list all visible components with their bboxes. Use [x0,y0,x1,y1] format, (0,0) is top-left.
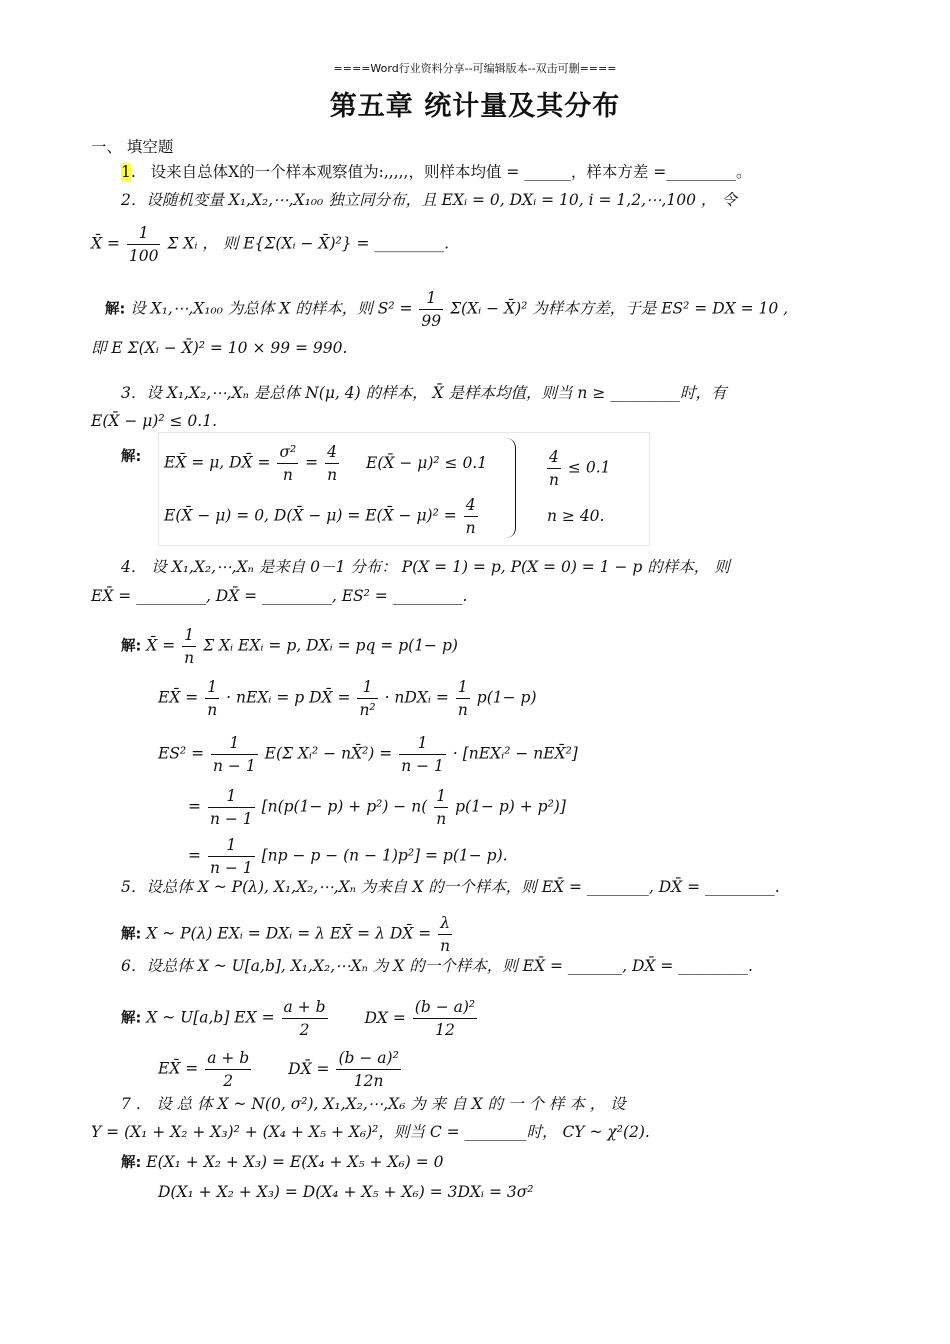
frac-num: σ² [277,441,298,464]
frac-num: λ [438,912,452,935]
fraction-1-n-minus-1 [399,732,446,777]
solution-4-line-1 [121,624,458,669]
solution-3-result-2: n ≥ 40. [547,507,605,525]
fraction-4-n [547,446,561,491]
solution-3-line-1 [164,441,487,486]
page-header: ====Word行业资料分享--可编辑版本--双击可删==== [333,62,617,75]
solution-4-line-3 [158,732,578,777]
fraction-b-minus-a-sq-12n [336,1047,400,1092]
solution-label: 解: [105,301,126,318]
frac-den: n [549,471,559,489]
s3-left: EX̄ = μ, DX̄ = [164,453,271,472]
frac-num: 1 [211,732,258,755]
fraction-sigma2-n [277,441,298,486]
question-6: 6．设总体 X ~ U[a,b], X₁,X₂,⋯Xₙ 为 X 的一个样本，则 EX̄ = _______, DX̄ = _________. [121,957,753,975]
frac-num: 1 [182,624,196,647]
s6b-mid: DX̄ = [288,1059,330,1078]
solution-label: 解: [121,449,142,465]
fraction-4-n [464,494,478,539]
s4d-mid: [n(p(1− p) + p²) − n( [261,797,428,816]
fraction-1-n-minus-1 [211,732,258,777]
frac-den: 100 [128,247,159,265]
s2-text: 设 X₁,⋯,X₁₀₀ 为总体 X 的样本，则 S² = [130,299,413,318]
solution-3-line-2 [164,494,480,539]
s4d-left: = [188,797,201,816]
fraction-1-n [182,624,196,669]
frac-num: 1 [127,222,161,245]
frac-num: a + b [205,1047,251,1070]
question-5: 5．设总体 X ~ P(λ), X₁,X₂,⋯,Xₙ 为来自 X 的一个样本，则 EX̄ = ________, DX̄ = _________. [121,878,780,896]
solution-5 [121,912,454,957]
s6a-mid: DX = [364,1008,406,1027]
s4b-right: p(1− p) [476,688,537,707]
solution-4-line-2 [158,676,537,721]
solution-6-line-2 [158,1047,403,1092]
question-2-line-1: 2．设随机变量 X₁,X₂,⋯,X₁₀₀ 独立同分布，且 EXᵢ = 0, DXᵢ = 10, i = 1,2,⋯,100 ， 令 [121,191,737,209]
section-heading: 一、 填空题 [91,138,174,156]
fraction-1-n [434,785,448,830]
frac-num: 1 [208,834,255,857]
fraction-lambda-n [438,912,452,957]
frac-num: 1 [208,785,255,808]
s6a-left: X ~ U[a,b] EX = [146,1008,275,1027]
frac-den: n [207,701,218,719]
fraction-a-plus-b-2 [282,996,328,1041]
question-2-line-2 [91,222,449,267]
solution-label: 解: [121,1155,142,1171]
s4c-left: ES² = [158,744,205,763]
solution-2-line-1 [105,287,788,332]
solution-6-line-1 [121,996,479,1041]
fraction-4-n [325,441,339,486]
frac-den: n² [359,701,376,719]
frac-num: a + b [282,996,328,1019]
s7a: E(X₁ + X₂ + X₃) = E(X₄ + X₅ + X₆) = 0 [146,1153,444,1171]
frac-den: n [327,466,338,484]
frac-num: (b − a)² [336,1047,400,1070]
solution-7-line-2: D(X₁ + X₂ + X₃) = D(X₄ + X₅ + X₆) = 3DXᵢ = 3σ² [158,1183,534,1201]
q2-expression: Σ Xᵢ ， 则 E{Σ(Xᵢ − X̄)²} = _________. [167,234,450,253]
s4c-mid: E(Σ Xᵢ² − nX̄²) = [264,744,393,763]
fraction-1-100 [127,222,161,267]
frac-num: 1 [399,732,446,755]
question-4-line-1: 4． 设 X₁,X₂,⋯,Xₙ 是来自 0－1 分布： P(X = 1) = p, P(X = 0) = 1 − p 的样本， 则 [121,558,730,576]
solution-label: 解: [121,638,142,655]
s4e-left: = [188,846,201,865]
frac-den: 2 [299,1021,310,1039]
frac-den: n [282,466,293,484]
s4b-mid: · nEXᵢ = p DX̄ = [226,688,351,707]
frac-den: n − 1 [209,859,253,877]
right-brace [505,438,516,538]
s5-left: X ~ P(λ) EXᵢ = DXᵢ = λ EX̄ = λ DX̄ = [146,924,432,943]
s4b-left: EX̄ = [158,688,199,707]
solution-label: 解: [121,926,142,943]
frac-den: 12 [435,1021,455,1039]
solution-3-result-1 [545,446,611,491]
question-1: 1. 设来自总体X的一个样本观察值为:,,,,,，则样本均值 = ______，样本方差 =_________。 [121,163,752,181]
s4b-mid2: · nDXᵢ = [384,688,449,707]
frac-den: n [436,810,447,828]
equals-sign: = [305,453,319,472]
frac-num: 4 [325,441,339,464]
s4d-right: p(1− p) + p²)] [455,797,566,816]
fraction-a-plus-b-2 [205,1047,251,1092]
frac-den: n [465,519,476,537]
s4a-right: Σ Xᵢ EXᵢ = p, DXᵢ = pq = p(1− p) [203,636,458,655]
frac-den: 99 [421,312,442,330]
frac-num: 1 [357,676,377,699]
s3-right: E(X̄ − μ)² ≤ 0.1 [366,453,488,472]
frac-den: n [457,701,468,719]
frac-den: n − 1 [213,757,256,775]
fraction-1-n-minus-1 [208,785,255,830]
s3b-left: E(X̄ − μ) = 0, D(X̄ − μ) = E(X̄ − μ)² = [164,506,457,525]
frac-den: n − 1 [401,757,444,775]
question-1-number: 1 [121,163,131,181]
question-4-line-2: EX̄ = _________, DX̄ = _________, ES² = _________. [91,587,468,605]
solution-7-line-1 [121,1152,443,1173]
fraction-1-n-minus-1 [208,834,255,879]
frac-num: 1 [419,287,443,310]
fraction-1-n2 [357,676,377,721]
frac-den: 2 [223,1072,234,1090]
question-7-line-2: Y = (X₁ + X₂ + X₃)² + (X₄ + X₅ + X₆)²，则当 C = ________时， CY ~ χ²(2). [91,1123,650,1141]
question-1-text: 设来自总体X的一个样本观察值为:,,,,,，则样本均值 = ______，样本方差 =_________。 [150,163,752,181]
s4c-right: · [nEXᵢ² − nEX̄²] [452,744,578,763]
frac-den: n [184,649,195,667]
fraction-1-n [205,676,219,721]
solution-2-line-2: 即 E Σ(Xᵢ − X̄)² = 10 × 99 = 990. [91,339,348,357]
fraction-1-99 [419,287,443,332]
chapter-title: 第五章 统计量及其分布 [329,91,621,122]
frac-num: 1 [456,676,470,699]
frac-den: 12n [353,1072,384,1090]
s3c-right: ≤ 0.1 [567,458,611,477]
frac-num: (b − a)² [413,996,477,1019]
solution-4-line-4 [188,785,566,830]
s4a-left: X̄ = [146,636,176,655]
fraction-b-minus-a-sq-12 [413,996,477,1041]
frac-num: 4 [464,494,478,517]
s2-right: Σ(Xᵢ − X̄)² 为样本方差，于是 ES² = DX = 10 , [450,299,789,318]
s4e-right: [np − p − (n − 1)p²] = p(1− p). [261,846,508,865]
frac-den: n − 1 [209,810,253,828]
frac-den: n [440,937,451,955]
frac-num: 1 [434,785,448,808]
frac-num: 4 [547,446,561,469]
solution-label: 解: [121,1010,142,1027]
s6b-left: EX̄ = [158,1059,199,1078]
question-3-line-2: E(X̄ − μ)² ≤ 0.1. [91,412,217,430]
xbar-def: X̄ = [91,234,120,253]
frac-num: 1 [205,676,219,699]
solution-4-line-5 [188,834,508,879]
question-7-line-1: 7 ． 设 总 体 X ~ N(0, σ²), X₁,X₂,⋯,X₆ 为 来 自 X 的 一 个 样 本 ， 设 [121,1095,626,1113]
fraction-1-n [456,676,470,721]
question-3-line-1: 3．设 X₁,X₂,⋯,Xₙ 是总体 N(μ, 4) 的样本， X̄ 是样本均值，则当 n ≥ _________时，有 [121,384,727,402]
